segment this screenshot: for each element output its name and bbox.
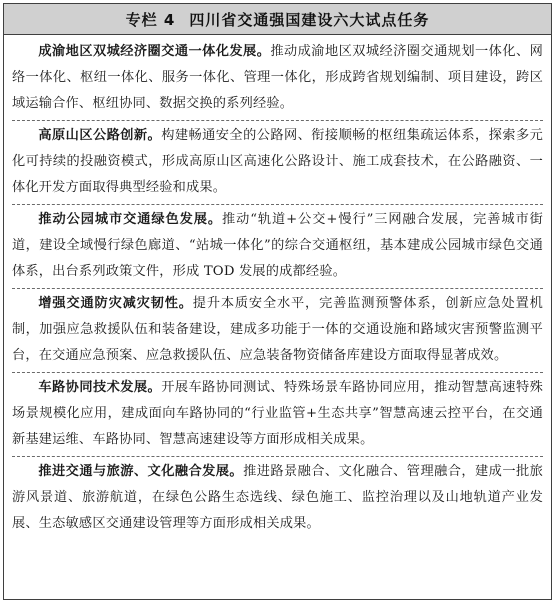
box-content xyxy=(4,35,551,540)
section-heading: 高原山区公路创新。 xyxy=(38,128,162,143)
box-title-bar xyxy=(4,4,551,35)
section-paragraph xyxy=(12,207,543,285)
section-body: 推动成渝地区双城经济圈交通规划一体化、网络一体化、枢纽一体化、服务一体化、管理一体化，形成跨省规划编制、项目建设，跨区域运输合作、枢纽协同、数据交换的系列经验。 xyxy=(12,44,543,111)
section-5 xyxy=(12,373,543,457)
section-4 xyxy=(12,289,543,373)
section-heading: 推动公园城市交通绿色发展。 xyxy=(38,212,222,227)
section-1 xyxy=(12,37,543,121)
section-heading: 增强交通防灾减灾韧性。 xyxy=(38,296,193,311)
column-box xyxy=(3,3,552,600)
section-body: 推进路景融合、文化融合、管理融合，建成一批旅游风景道、旅游航道，在绿色公路生态选线、绿色施工、监控治理以及山地轨道产业发展、生态敏感区交通建设管理等方面形成相关成果。 xyxy=(12,464,543,531)
section-paragraph xyxy=(12,291,543,369)
box-number: 专栏 4 xyxy=(125,10,176,29)
section-heading: 推进交通与旅游、文化融合发展。 xyxy=(38,464,244,479)
section-paragraph xyxy=(12,375,543,453)
box-title: 四川省交通强国建设六大试点任务 xyxy=(189,10,430,29)
section-paragraph xyxy=(12,123,543,201)
section-3 xyxy=(12,205,543,289)
section-body: 推动“轨道+公交+慢行”三网融合发展，完善城市街道，建设全域慢行绿色廊道、“站城一体化”的综合交通枢纽，基本建成公园城市绿色交通体系，出台系列政策文件，形成 TOD 发展的成都经验。 xyxy=(12,212,543,279)
section-paragraph xyxy=(12,459,543,537)
section-body: 开展车路协同测试、特殊场景车路协同应用，推动智慧高速特殊场景规模化应用，建成面向车路协同的“行业监管+生态共享”智慧高速云控平台，在交通新基建运维、车路协同、智慧高速建设等方面形成相关成果。 xyxy=(12,380,543,447)
section-body: 提升本质安全水平，完善监测预警体系，创新应急处置机制，加强应急救援队伍和装备建设，建成多功能于一体的交通设施和路域灾害预警监测平台，在交通应急预案、应急救援队伍、应急装备物资储备库建设方面取得显著成效。 xyxy=(12,296,544,363)
section-paragraph xyxy=(12,39,543,117)
section-2 xyxy=(12,121,543,205)
section-heading: 成渝地区双城经济圈交通一体化发展。 xyxy=(38,44,271,59)
section-heading: 车路协同技术发展。 xyxy=(38,380,162,395)
section-body: 构建畅通安全的公路网、衔接顺畅的枢纽集疏运体系，探索多元化可持续的投融资模式，形成高原山区高速化公路设计、施工成套技术，在公路融资、一体化开发方面取得典型经验和成果。 xyxy=(12,128,543,195)
section-6 xyxy=(12,457,543,540)
